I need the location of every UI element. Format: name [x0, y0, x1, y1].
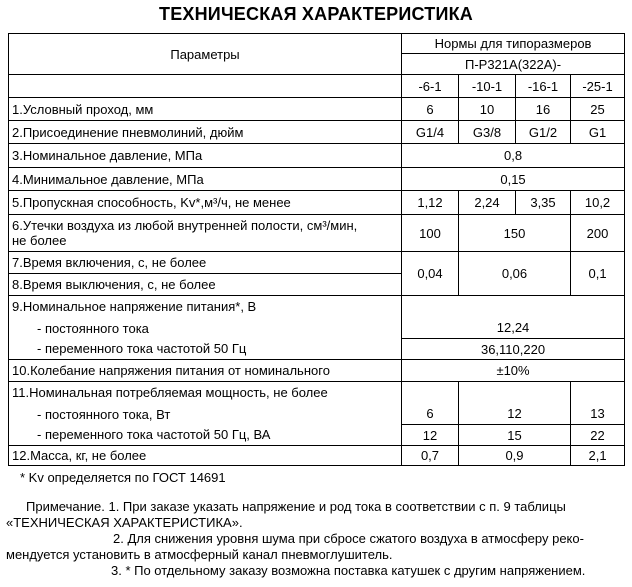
cell-value: 12,24 [402, 318, 625, 339]
cell-value: 0,8 [402, 144, 625, 168]
cell-value: 0,9 [459, 446, 571, 466]
cell-value: 12 [459, 404, 571, 425]
cell-value: 10,2 [571, 191, 625, 215]
note-1-line-1: Примечание. 1. При заказе указать напряжение и род тока в соответствии с п. 9 таблицы [26, 499, 566, 514]
header-row-sizes [9, 75, 625, 98]
table-row [9, 382, 625, 404]
table-row [9, 360, 625, 382]
table-row [9, 144, 625, 168]
note-1-line-2: «ТЕХНИЧЕСКАЯ ХАРАКТЕРИСТИКА». [6, 515, 243, 530]
cell-value: 15 [459, 425, 571, 446]
cell-empty [459, 382, 571, 404]
norms-header: Нормы для типоразмеров [402, 34, 625, 54]
cell-empty [571, 382, 625, 404]
cell-value: 12 [402, 425, 459, 446]
row-sublabel: - переменного тока частотой 50 Гц, ВА [9, 425, 402, 446]
row-label-line: 6.Утечки воздуха из любой внутренней полости, см³/мин, [12, 218, 358, 233]
cell-value: 0,06 [459, 252, 571, 296]
row-label: 4.Минимальное давление, МПа [9, 168, 402, 191]
cell-value: 0,1 [571, 252, 625, 296]
cell-value: G3/8 [459, 121, 516, 144]
table-row [9, 98, 625, 121]
cell-value: 0,15 [402, 168, 625, 191]
table-row [9, 168, 625, 191]
size-header: -6-1 [402, 75, 459, 98]
table-row [9, 215, 625, 252]
table-row [9, 296, 625, 318]
cell-value: 2,24 [459, 191, 516, 215]
cell-value: G1/2 [516, 121, 571, 144]
cell-value: 200 [571, 215, 625, 252]
size-header: -16-1 [516, 75, 571, 98]
row-label: 1.Условный проход, мм [9, 98, 402, 121]
cell-value: 1,12 [402, 191, 459, 215]
row-label: 11.Номинальная потребляемая мощность, не более [9, 382, 402, 404]
cell-value: 3,35 [516, 191, 571, 215]
table-row [9, 404, 625, 425]
cell-value: 2,1 [571, 446, 625, 466]
cell-value: G1/4 [402, 121, 459, 144]
table-row [9, 121, 625, 144]
table-row [9, 318, 625, 339]
size-header: -10-1 [459, 75, 516, 98]
cell-empty [402, 382, 459, 404]
cell-value: 25 [571, 98, 625, 121]
header-row-1 [9, 34, 625, 54]
params-header-blank [9, 75, 402, 98]
cell-empty [402, 296, 625, 318]
spec-table [8, 33, 625, 466]
cell-value: 10 [459, 98, 516, 121]
table-row [9, 252, 625, 274]
cell-value: 13 [571, 404, 625, 425]
table-row [9, 191, 625, 215]
row-sublabel: - постоянного тока, Вт [9, 404, 402, 425]
row-label: 8.Время выключения, с, не более [9, 274, 402, 296]
cell-value: 100 [402, 215, 459, 252]
row-sublabel: - переменного тока частотой 50 Гц [9, 339, 402, 360]
row-label: 5.Пропускная способность, Kv*,м³/ч, не менее [9, 191, 402, 215]
cell-value: G1 [571, 121, 625, 144]
row-label: 12.Масса, кг, не более [9, 446, 402, 466]
cell-value: 0,04 [402, 252, 459, 296]
cell-value: 150 [459, 215, 571, 252]
cell-value: 36,110,220 [402, 339, 625, 360]
table-row [9, 339, 625, 360]
size-header: -25-1 [571, 75, 625, 98]
cell-value: 6 [402, 98, 459, 121]
row-label [9, 215, 402, 252]
row-label-line: не более [12, 233, 67, 248]
row-label: 2.Присоединение пневмолиний, дюйм [9, 121, 402, 144]
cell-value: 22 [571, 425, 625, 446]
note-2-line-1: 2. Для снижения уровня шума при сбросе сжатого воздуха в атмосферу реко- [113, 531, 584, 546]
row-label: 3.Номинальное давление, МПа [9, 144, 402, 168]
model-header: П-Р321А(322А)- [402, 54, 625, 75]
table-row [9, 446, 625, 466]
params-header: Параметры [9, 34, 402, 75]
cell-value: 16 [516, 98, 571, 121]
table-row [9, 425, 625, 446]
note-2-line-2: мендуется установить в атмосферный канал пневмоглушитель. [6, 547, 393, 562]
row-label: 7.Время включения, с, не более [9, 252, 402, 274]
row-sublabel: - постоянного тока [9, 318, 402, 339]
row-label: 9.Номинальное напряжение питания*, В [9, 296, 402, 318]
cell-value: 6 [402, 404, 459, 425]
cell-value: ±10% [402, 360, 625, 382]
cell-value: 0,7 [402, 446, 459, 466]
footnote: * Kv определяется по ГОСТ 14691 [20, 470, 226, 485]
page-title: ТЕХНИЧЕСКАЯ ХАРАКТЕРИСТИКА [159, 4, 473, 24]
row-label: 10.Колебание напряжения питания от номинального [9, 360, 402, 382]
note-3: 3. * По отдельному заказу возможна поставка катушек с другим напряжением. [111, 563, 586, 578]
